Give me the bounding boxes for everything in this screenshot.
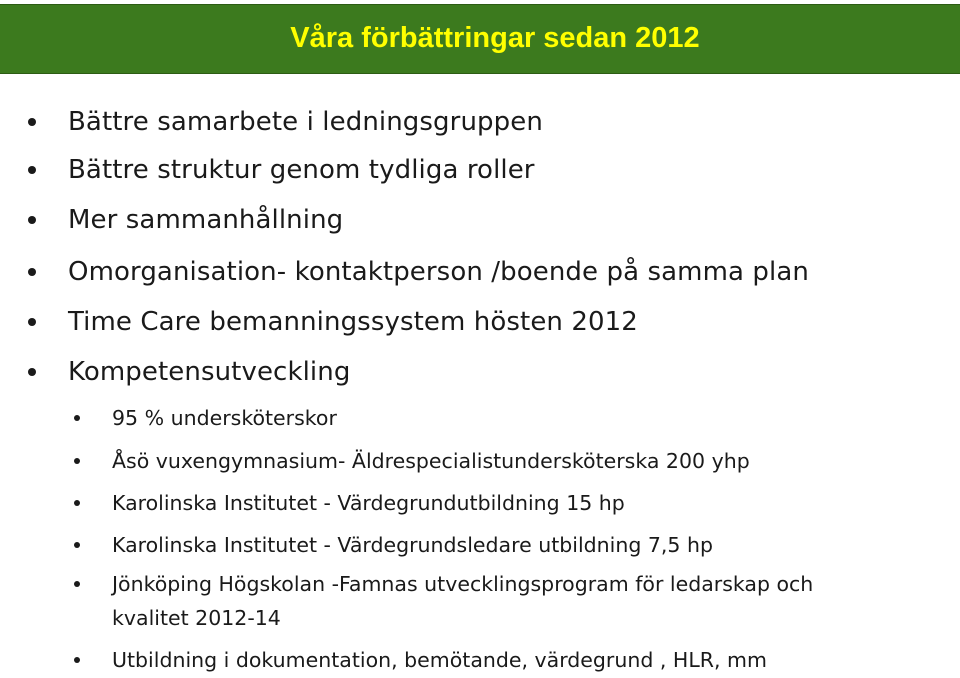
sub-bullet-text: Karolinska Institutet - Värdegrundutbildning 15 hp bbox=[112, 491, 625, 515]
sub-bullet-item bbox=[112, 566, 813, 602]
bullet-item bbox=[68, 356, 350, 388]
sub-bullet-text: kvalitet 2012-14 bbox=[112, 606, 281, 630]
sub-bullet-item bbox=[112, 443, 750, 479]
bullet-text: Bättre struktur genom tydliga roller bbox=[68, 155, 535, 185]
bullet-item bbox=[68, 306, 638, 338]
sub-bullet-dot-icon bbox=[74, 458, 80, 464]
bullet-text: Kompetensutveckling bbox=[68, 357, 351, 387]
sub-bullet-text: Karolinska Institutet - Värdegrundsledare utbildning 7,5 hp bbox=[112, 533, 713, 557]
sub-bullet-dot-icon bbox=[74, 581, 80, 587]
sub-bullet-dot-icon bbox=[74, 500, 80, 506]
sub-bullet-dot-icon bbox=[74, 415, 80, 421]
bullet-dot-icon bbox=[28, 318, 36, 326]
sub-bullet-dot-icon bbox=[74, 657, 80, 663]
sub-bullet-item bbox=[112, 485, 625, 521]
sub-bullet-text: 95 % undersköterskor bbox=[112, 406, 337, 430]
bullet-dot-icon bbox=[28, 216, 36, 224]
bullet-text: Mer sammanhållning bbox=[68, 205, 344, 235]
bullet-item bbox=[68, 154, 535, 186]
bullet-text: Time Care bemanningssystem hösten 2012 bbox=[68, 307, 638, 337]
sub-bullet-text: Åsö vuxengymnasium- Äldrespecialistundersköterska 200 yhp bbox=[112, 449, 750, 473]
bullet-dot-icon bbox=[28, 368, 36, 376]
sub-bullet-text: Utbildning i dokumentation, bemötande, värdegrund , HLR, mm bbox=[112, 648, 767, 672]
bullet-item bbox=[68, 204, 343, 236]
bullet-dot-icon bbox=[28, 268, 36, 276]
bullet-dot-icon bbox=[28, 166, 36, 174]
sub-bullet-item bbox=[112, 642, 767, 678]
sub-bullet-text: Jönköping Högskolan -Famnas utvecklingsprogram för ledarskap och bbox=[112, 572, 814, 596]
sub-bullet-dot-icon bbox=[74, 542, 80, 548]
bullet-item bbox=[68, 256, 809, 288]
sub-bullet-item bbox=[112, 400, 337, 436]
title-bar bbox=[0, 4, 960, 74]
bullet-dot-icon bbox=[28, 118, 36, 126]
bullet-text: Omorganisation- kontaktperson /boende på samma plan bbox=[68, 257, 809, 287]
bullet-text: Bättre samarbete i ledningsgruppen bbox=[68, 107, 543, 137]
slide-title: Våra förbättringar sedan 2012 bbox=[290, 22, 700, 54]
bullet-item bbox=[68, 106, 543, 138]
sub-bullet-item bbox=[112, 527, 713, 563]
sub-bullet-continuation bbox=[112, 600, 281, 636]
